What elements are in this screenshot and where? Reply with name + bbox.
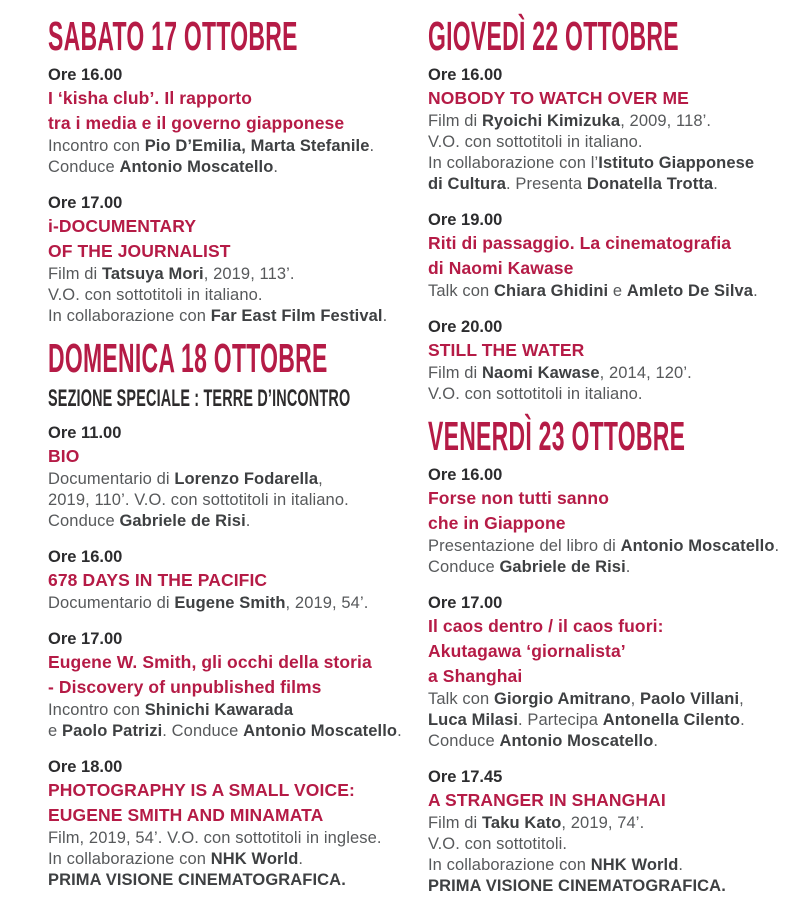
text-segment: e xyxy=(608,282,627,300)
event-description-line xyxy=(428,689,790,710)
event-title-line: NOBODY TO WATCH OVER ME xyxy=(428,88,689,108)
event-title-line: A STRANGER IN SHANGHAI xyxy=(428,790,666,810)
date-header xyxy=(428,413,790,459)
bold-text-segment: Tatsuya Mori xyxy=(101,265,204,283)
event-title-line: Eugene W. Smith, gli occhi della storia xyxy=(48,652,372,672)
event-title-line: - Discovery of unpublished films xyxy=(48,677,322,697)
text-segment: Documentario di xyxy=(48,594,175,612)
bold-text-segment: Antonio Moscatello xyxy=(620,537,775,555)
event-time: Ore 17.00 xyxy=(48,194,123,212)
event-title-line: i-DOCUMENTARY xyxy=(48,216,197,236)
event-item xyxy=(48,193,428,327)
text-segment: , 2014, 120’. xyxy=(599,364,692,382)
bold-text-segment: NHK World xyxy=(590,856,679,874)
event-item xyxy=(428,210,790,302)
event-description-line xyxy=(48,593,428,614)
bold-text-segment: Gabriele de Risi xyxy=(119,512,246,530)
event-title-line: Akutagawa ‘giornalista’ xyxy=(428,641,626,661)
bold-text-segment: PRIMA VISIONE CINEMATOGRAFICA. xyxy=(428,877,726,895)
event-description-line xyxy=(428,855,790,876)
event-description-line xyxy=(48,511,428,532)
event-description-line xyxy=(428,557,790,578)
event-title-line: OF THE JOURNALIST xyxy=(48,241,231,261)
date-header-text: VENERDÌ 23 OTTOBRE xyxy=(428,413,686,459)
text-segment: Film di xyxy=(48,265,102,283)
event-description-line xyxy=(48,136,428,157)
bold-text-segment: Naomi Kawase xyxy=(481,364,600,382)
event-description-line xyxy=(428,281,790,302)
event-title-line: Il caos dentro / il caos fuori: xyxy=(428,616,664,636)
event-item xyxy=(48,757,428,891)
event-description-line xyxy=(428,111,790,132)
bold-text-segment: Luca Milasi xyxy=(428,711,519,729)
event-description-line xyxy=(48,700,428,721)
text-segment: . xyxy=(625,558,631,576)
bold-text-segment: Far East Film Festival xyxy=(210,307,383,325)
event-description-line xyxy=(428,132,790,153)
event-item xyxy=(48,629,428,742)
event-title-line: che in Giappone xyxy=(428,513,566,533)
text-segment: , xyxy=(739,690,744,708)
text-segment: Conduce xyxy=(428,732,500,750)
text-segment: , 2019, 54’. xyxy=(285,594,369,612)
text-segment: , xyxy=(630,690,641,708)
event-time: Ore 16.00 xyxy=(428,466,503,484)
text-segment: . xyxy=(245,512,251,530)
text-segment: . xyxy=(774,537,780,555)
date-header xyxy=(48,335,428,381)
text-segment: . xyxy=(653,732,659,750)
event-item xyxy=(428,317,790,405)
event-time: Ore 17.45 xyxy=(428,768,503,786)
event-description-line xyxy=(48,285,428,306)
bold-text-segment: Chiara Ghidini xyxy=(494,282,609,300)
text-segment: . xyxy=(298,850,304,868)
text-segment: Film di xyxy=(428,112,482,130)
date-header xyxy=(48,13,428,59)
event-item xyxy=(428,593,790,752)
event-time: Ore 16.00 xyxy=(48,548,123,566)
event-description-line xyxy=(428,834,790,855)
bold-text-segment: Antonio Moscatello xyxy=(243,722,398,740)
event-description-line xyxy=(428,813,790,834)
bold-text-segment: Pio D’Emilia, Marta Stefanile xyxy=(144,137,370,155)
left-column xyxy=(48,13,428,912)
bold-text-segment: Gabriele de Risi xyxy=(499,558,626,576)
event-description-line xyxy=(48,828,428,849)
event-description-line xyxy=(428,731,790,752)
bold-text-segment: Antonio Moscatello xyxy=(119,158,274,176)
bold-text-segment: Ryoichi Kimizuka xyxy=(481,112,621,130)
event-time: Ore 20.00 xyxy=(428,318,503,336)
text-segment: 2019, 110’. V.O. con sottotitoli in italiano. xyxy=(48,491,349,509)
text-segment: . xyxy=(753,282,758,300)
date-header-text: GIOVEDÌ 22 OTTOBRE xyxy=(428,13,679,59)
event-title-line: Forse non tutti sanno xyxy=(428,488,609,508)
bold-text-segment: Eugene Smith xyxy=(174,594,286,612)
text-segment: Documentario di xyxy=(48,470,175,488)
text-segment: In collaborazione con xyxy=(48,307,211,325)
text-segment: Incontro con xyxy=(48,137,145,155)
bold-text-segment: Antonio Moscatello xyxy=(499,732,654,750)
event-time: Ore 16.00 xyxy=(428,66,503,84)
text-segment: V.O. con sottotitoli. xyxy=(428,835,568,853)
event-time: Ore 18.00 xyxy=(48,758,123,776)
event-title-line: BIO xyxy=(48,446,80,466)
text-segment: . Conduce xyxy=(162,722,244,740)
date-header-text: DOMENICA 18 OTTOBRE xyxy=(48,335,328,381)
text-segment: Film di xyxy=(428,814,482,832)
event-item xyxy=(428,767,790,897)
event-description-line xyxy=(428,363,790,384)
text-segment: . xyxy=(273,158,279,176)
event-description-line xyxy=(428,174,790,195)
bold-text-segment: Lorenzo Fodarella xyxy=(174,470,319,488)
bold-text-segment: Paolo Patrizi xyxy=(61,722,163,740)
text-segment: In collaborazione con xyxy=(428,856,591,874)
event-title-line: I ‘kisha club’. Il rapporto xyxy=(48,88,252,108)
text-segment: V.O. con sottotitoli in italiano. xyxy=(428,385,643,403)
bold-text-segment: Amleto De Silva xyxy=(626,282,754,300)
text-segment: . xyxy=(369,137,375,155)
text-segment: Presentazione del libro di xyxy=(428,537,621,555)
bold-text-segment: Giorgio Amitrano xyxy=(494,690,631,708)
text-segment: , 2009, 118’. xyxy=(620,112,712,130)
section-subtitle xyxy=(48,387,428,411)
text-segment: Talk con xyxy=(428,690,495,708)
event-description-line xyxy=(48,721,428,742)
text-segment: , 2019, 113’. xyxy=(203,265,295,283)
event-description-line xyxy=(48,490,428,511)
event-time: Ore 11.00 xyxy=(48,424,122,442)
text-segment: V.O. con sottotitoli in italiano. xyxy=(48,286,263,304)
event-description-line xyxy=(428,384,790,405)
bold-text-segment: Istituto Giapponese xyxy=(598,154,755,172)
event-item xyxy=(428,465,790,578)
bold-text-segment: Taku Kato xyxy=(481,814,562,832)
event-time: Ore 17.00 xyxy=(48,630,123,648)
event-title-line: STILL THE WATER xyxy=(428,340,585,360)
event-title-line: PHOTOGRAPHY IS A SMALL VOICE: xyxy=(48,780,355,800)
event-title-line: EUGENE SMITH AND MINAMATA xyxy=(48,805,324,825)
bold-text-segment: Antonella Cilento xyxy=(602,711,741,729)
event-item xyxy=(48,423,428,532)
text-segment: . xyxy=(740,711,745,729)
text-segment: . xyxy=(713,175,718,193)
text-segment: e xyxy=(48,722,62,740)
event-time: Ore 16.00 xyxy=(48,66,123,84)
text-segment: Conduce xyxy=(428,558,500,576)
event-description-line xyxy=(48,849,428,870)
event-description-line xyxy=(48,157,428,178)
text-segment: Talk con xyxy=(428,282,495,300)
event-item xyxy=(48,65,428,178)
text-segment: . Presenta xyxy=(506,175,587,193)
event-description-line xyxy=(48,264,428,285)
bold-text-segment: di Cultura xyxy=(428,175,506,193)
text-segment: . xyxy=(397,722,402,740)
text-segment: Conduce xyxy=(48,512,120,530)
text-segment: , xyxy=(318,470,323,488)
event-description-line xyxy=(428,153,790,174)
bold-text-segment: PRIMA VISIONE CINEMATOGRAFICA. xyxy=(48,871,346,889)
text-segment: . xyxy=(678,856,684,874)
text-segment: . Partecipa xyxy=(518,711,603,729)
event-item xyxy=(428,65,790,195)
text-segment: , 2019, 74’. xyxy=(561,814,645,832)
text-segment: V.O. con sottotitoli in italiano. xyxy=(428,133,643,151)
bold-text-segment: Paolo Villani xyxy=(640,690,740,708)
text-segment: In collaborazione con xyxy=(48,850,211,868)
event-title-line: Riti di passaggio. La cinematografia xyxy=(428,233,732,253)
bold-text-segment: NHK World xyxy=(210,850,299,868)
date-header xyxy=(428,13,790,59)
event-time: Ore 17.00 xyxy=(428,594,503,612)
bold-text-segment: Donatella Trotta xyxy=(586,175,714,193)
event-description-line xyxy=(48,469,428,490)
text-segment: In collaborazione con l’ xyxy=(428,154,599,172)
event-title-line: di Naomi Kawase xyxy=(428,258,574,278)
event-title-line: tra i media e il governo giapponese xyxy=(48,113,345,133)
bold-text-segment: Shinichi Kawarada xyxy=(144,701,294,719)
text-segment: Film, 2019, 54’. V.O. con sottotitoli in inglese. xyxy=(48,829,382,847)
event-description-line xyxy=(428,710,790,731)
text-segment: Conduce xyxy=(48,158,120,176)
right-column xyxy=(428,13,790,912)
section-subtitle-text: SEZIONE SPECIALE : TERRE D’INCONTRO xyxy=(48,385,351,412)
text-segment: . xyxy=(382,307,388,325)
event-description-line xyxy=(428,536,790,557)
event-item xyxy=(48,547,428,614)
event-description-line xyxy=(48,306,428,327)
text-segment: Film di xyxy=(428,364,482,382)
date-header-text: SABATO 17 OTTOBRE xyxy=(48,13,298,59)
event-title-line: a Shanghai xyxy=(428,666,523,686)
event-title-line: 678 DAYS IN THE PACIFIC xyxy=(48,570,268,590)
text-segment: Incontro con xyxy=(48,701,145,719)
event-description-line xyxy=(428,876,790,897)
event-time: Ore 19.00 xyxy=(428,211,503,229)
